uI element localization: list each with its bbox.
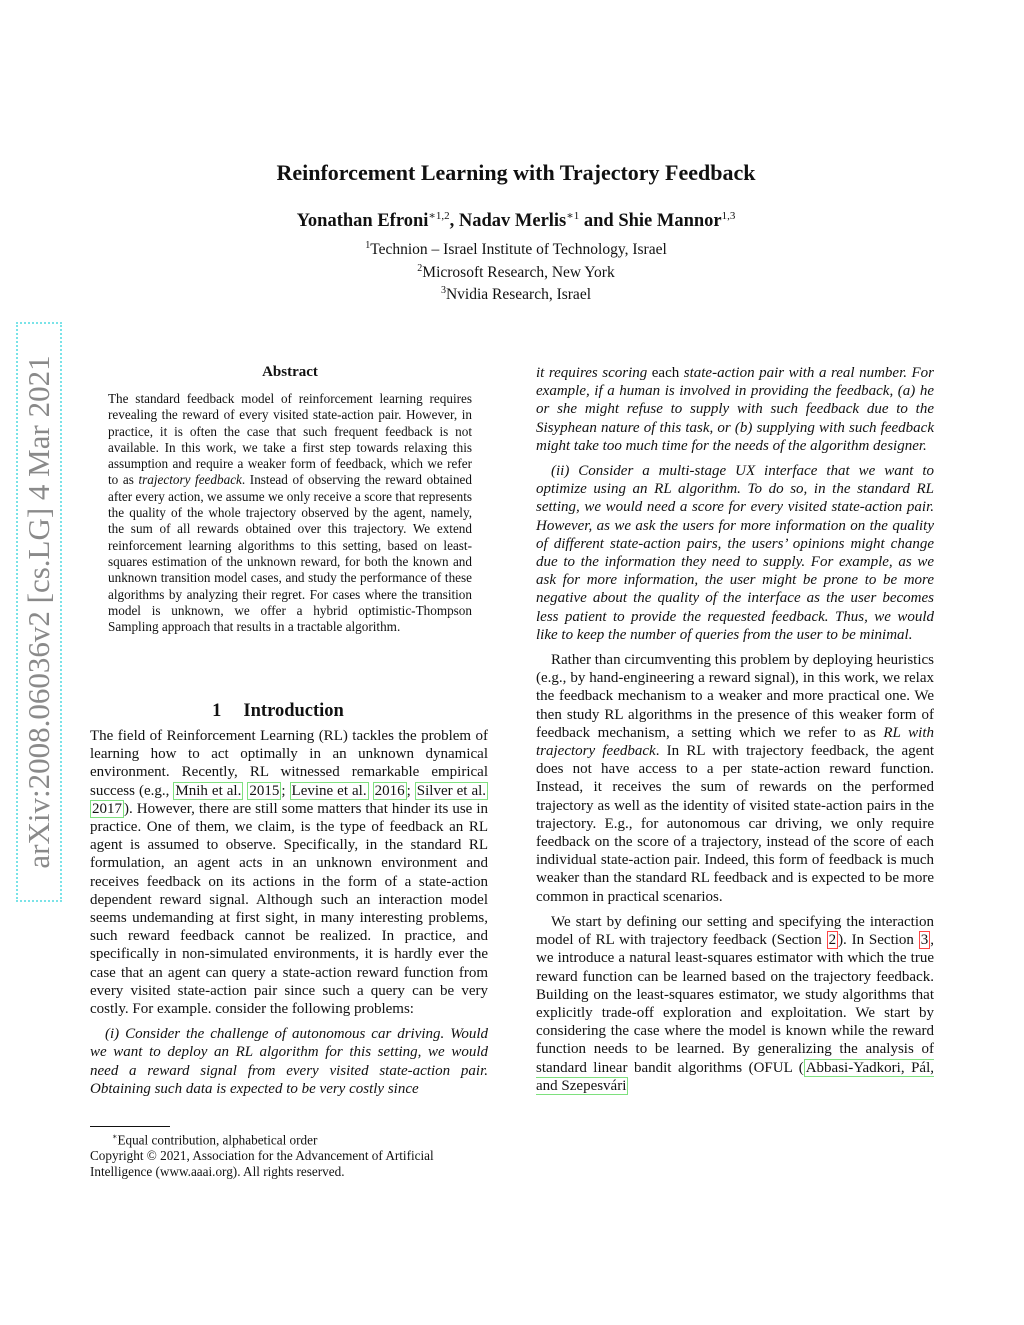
paragraph-text: We start by defining our setting and specifying the interaction model of RL with trajectory feedback (Section <box>536 913 934 949</box>
citation-link[interactable]: Silver et al. <box>416 782 487 799</box>
citation-link[interactable]: 2017 <box>92 800 122 817</box>
paragraph-text: The field of Reinforcement Learning (RL) tackles the problem of learning how to act optimally in an unknown dynamical environment. Recently, RL witnessed remarkable empirical success (e.g., <box>90 728 488 799</box>
intro-paragraph <box>90 1025 488 1098</box>
affiliation-text: Nvidia Research, Israel <box>445 286 592 304</box>
citation-link[interactable]: Levine et al. <box>291 782 367 799</box>
intro-paragraph <box>536 913 934 1095</box>
paper-title: Reinforcement Learning with Trajectory Feedback <box>276 160 756 185</box>
intro-paragraph: The field of Reinforcement Learning (RL) tackles the problem of learning how to act optimally in an unknown dynamical environment. Recently, RL witnessed remarkable empirical success (e.g., Mnih et al. 2015 ; Levine et al. 2016 ; Silver et al. 2017 ). However, there are still some matters that hinder its use in practice. One of them, we claim, is the type of feedback an RL agent is assumed to observe. Specifically, in the standard RL formulation, an agent acts in an unknown environment and receives feedback on its actions in the form of a state-action dependent reward signal. Although such an interaction model seems undemanding at first sight, in many interesting problems, such reward feedback cannot be realized. In practice, and specifically in non-simulated environments, it is hardly ever the case that an agent can query a state-action reward function from every visited state-action pair since such a query can be very costly. For example. consider the following problems: <box>90 728 488 1018</box>
author-list <box>0 209 1024 232</box>
paragraph-text: ). However, there are still some matters that hinder its use in practice. One of them, we claim, is the type of feedback an RL agent is assumed to observe. Specifically, in the standard RL formulation, an agent acts in an unknown environment and receives feedback on its actions in the form of a state-action dependent reward signal. Although such an interaction model seems undemanding at first sight, in many interesting problems, such reward feedback cannot be realized. In practice, and specifically in non-simulated environments, it is hardly ever the case that an agent can query a state-action reward function from every visited state-action pair since such a query can be very costly. For example. consider the following problems: <box>90 800 488 1018</box>
intro-paragraph <box>536 651 934 906</box>
author-affil-sup: ∗1,2 <box>428 210 450 222</box>
footnote-text: Equal contribution, alphabetical order <box>117 1132 318 1148</box>
abstract-heading: Abstract <box>262 364 318 380</box>
author-name: Nadav Merlis <box>458 211 567 232</box>
footnote-equal-contribution <box>90 1129 490 1148</box>
section-ref-link[interactable]: 2 <box>828 932 837 949</box>
author-name: Yonathan Efroni <box>296 211 429 232</box>
paragraph-emphasis: RL with trajectory feedback <box>536 724 934 760</box>
author-separator: , <box>449 211 459 232</box>
affiliation-text: Technion – Israel Institute of Technology, Israel <box>370 241 667 259</box>
author-separator: and <box>579 211 619 232</box>
paragraph-text: . In RL with trajectory feedback, the agent does not have access to a per state-action reward function. Instead, it receives the sum of rewards on the performed trajectory as well as the identity of visited state-action pairs in the trajectory. E.g., for autonomous car driving, we only require feedback on the score of a trajectory, instead of the score of each individual state-action pair. Indeed, this form of feedback is much weaker than the standard RL feedback and is expected to be more common in practical scenarios. <box>536 743 934 905</box>
copyright-notice: Copyright © 2021, Association for the Advancement of Artificial Intelligence (www.aaai.org). All rights reserved. <box>90 1148 434 1180</box>
abstract-emphasis: trajectory feedback <box>138 472 242 488</box>
section-title: Introduction <box>243 701 344 721</box>
section-number: 1 <box>212 701 222 721</box>
paragraph-text: it requires scoring <box>536 365 648 381</box>
citation-link[interactable]: Abbasi-Yadkori, Pál, and Szepesvári <box>536 1059 935 1094</box>
paragraph-text: (ii) Consider a multi-stage UX interface that we want to optimize using an RL algorithm. To do so, in the standard RL setting, we would need a score for every visited state-action pair. However, as we ask the users for more information on the quality of different state-action pairs, the users’ opinions might change due to the information they need to supply. For example, as we ask for more information, the user might be prone to be more negative about the quality of the interface as the user becomes less patient to provide the requested feedback. Thus, we would like to keep the number of queries from the user to be minimal. <box>536 463 934 643</box>
paragraph-text: each <box>647 365 684 381</box>
paragraph-text: (i) Consider the challenge of autonomous car driving. Would we want to deploy an RL algorithm for this setting, we would need a reward signal from every visited state-action pair. Obtaining such data is expected to be very costly since <box>90 1026 488 1097</box>
left-column <box>90 727 488 1105</box>
section-heading-introduction <box>90 701 488 722</box>
arxiv-identifier: arXiv:2008.06036v2 [cs.LG] 4 Mar 2021 <box>21 355 56 869</box>
affiliation-sup: 3 <box>440 285 446 297</box>
footnote <box>90 1129 490 1180</box>
arxiv-sidebar-link[interactable] <box>16 322 62 902</box>
footnote-rule <box>90 1126 170 1127</box>
section-ref-link[interactable]: 3 <box>920 932 929 949</box>
abstract-body <box>108 391 472 635</box>
affiliation-sup: 1 <box>365 240 371 251</box>
paragraph-text: Rather than circumventing this problem by deploying heuristics (e.g., by hand-engineering a reward signal), in this work, we relax the feedback mechanism to a weaker and more practical one. We then study RL algorithms in the presence of this weaker form of feedback mechanism, a setting which we refer to as <box>536 652 934 741</box>
abstract-text: The standard feedback model of reinforcement learning requires revealing the reward of every visited state-action pair. However, in practice, it is often the case that such frequent feedback is not available. In this work, we take a first step towards relaxing this assumption and require a weaker form of feedback, which we refer to as <box>108 391 472 488</box>
citation-link[interactable]: Mnih et al. <box>175 782 242 799</box>
paragraph-text: ). In Section <box>838 932 919 949</box>
intro-paragraph <box>536 462 934 644</box>
author-name: Shie Mannor <box>618 211 722 232</box>
affiliation-sup: 2 <box>417 262 423 274</box>
citation-link[interactable]: 2015 <box>249 782 280 799</box>
footnote-mark: ∗ <box>112 1132 118 1141</box>
affiliation-text: Microsoft Research, New York <box>422 263 615 281</box>
paragraph-text: , we introduce a natural least-squares estimator with which the true reward function can be learned based on the trajectory feedback. Building on the least-squares estimator, we study algorithms that explicitly trade-off exploration and exploitation. We start by considering the case where the model is known while the reward function needs to be learned. By generalizing the analysis of standard linear bandit algorithms (OFUL ( <box>536 932 934 1076</box>
author-affil-sup: 1,3 <box>721 210 736 222</box>
affiliation <box>0 260 1024 283</box>
affiliations <box>0 237 1024 305</box>
paragraph-text: state-action pair with a real number. For example, if a human is involved in providing the feedback, (a) he or she might refuse to supply with such feedback due to the Sisyphean nature of this task, or (b) supplying with such feedback might take too much time for the needs of the algorithm designer. <box>536 365 934 454</box>
intro-paragraph <box>536 364 934 455</box>
affiliation <box>0 282 1024 305</box>
right-column <box>536 364 934 1102</box>
abstract-text: . Instead of observing the reward obtained after every action, we assume we only receive a score that represents the quality of the whole trajectory observed by the agent, namely, the sum of all rewards obtained over this trajectory. We extend reinforcement learning algorithms to this setting, based on least-squares estimation of the unknown reward, for both the known and unknown transition model cases, and study the performance of these algorithms by analyzing their regret. For cases where the transition model is unknown, we offer a hybrid optimistic-Thompson Sampling approach that results in a tractable algorithm. <box>108 472 472 635</box>
citation-link[interactable]: 2016 <box>374 782 405 799</box>
author-affil-sup: ∗1 <box>566 210 580 222</box>
affiliation <box>0 237 1024 260</box>
